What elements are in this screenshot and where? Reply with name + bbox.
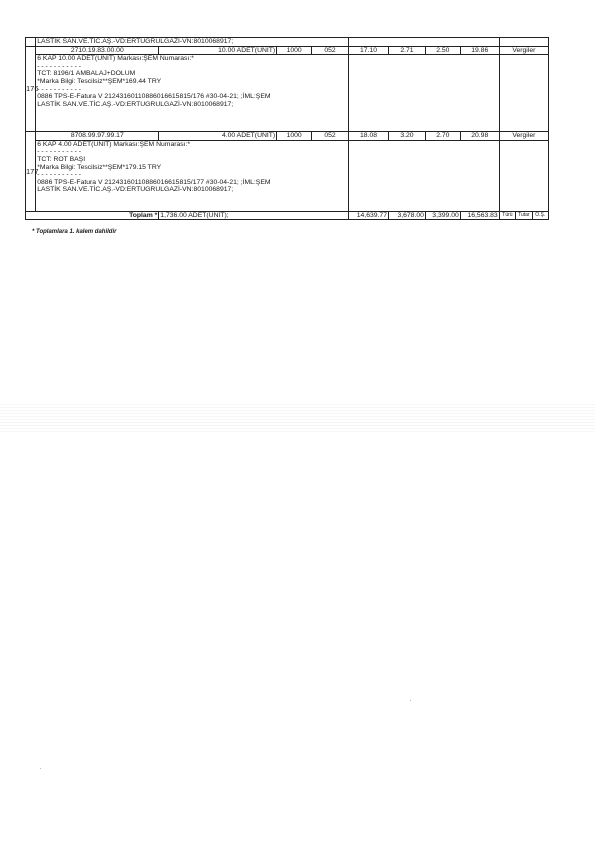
description-separator: - - - - - - - - - - - [37, 148, 82, 156]
item-col-6: 19.86 [460, 46, 499, 55]
tax-label: Vergiler [499, 132, 548, 141]
scan-artifact-band [0, 404, 595, 434]
description-separator: - - - - - - - - - - - [37, 171, 82, 179]
item-col-3: 17.10 [349, 46, 389, 55]
item-detail-row [26, 55, 549, 132]
description-line: 6 KAP 4.00 ADET(UNIT) Markası:ŞEM Numarası:* [37, 140, 191, 148]
item-col-5: 2.50 [425, 46, 460, 55]
item-col-1: 1000 [277, 46, 312, 55]
customs-items-table [25, 37, 549, 220]
item-description [36, 55, 349, 132]
item-col-2: 052 [312, 132, 349, 141]
totals-row [26, 211, 549, 220]
gtip-code: 8708.99.97.99.17 [36, 132, 159, 141]
item-index: 176 [26, 46, 36, 132]
item-description [36, 140, 349, 211]
payment-method-header: Ö.Ş. [532, 211, 548, 220]
item-header-row [26, 46, 549, 55]
tax-label: Vergiler [499, 46, 548, 55]
item-header-row [26, 132, 549, 141]
item-col-1: 1000 [277, 132, 312, 141]
item-col-6: 20.98 [460, 132, 499, 141]
description-line: LASTİK SAN.VE.TİC.AŞ.-VD:ERTUGRULGAZİ-VN:8010068917; [37, 186, 234, 194]
description-line: *Marka Bilgi: Tescilsiz**ŞEM*179.15 TRY [37, 163, 162, 171]
item-index: 177 [26, 132, 36, 212]
description-line: 6 KAP 10.00 ADET(UNIT) Markası:ŞEM Numarası:* [37, 55, 194, 63]
item-col-4: 2.71 [389, 46, 426, 55]
description-separator: - - - - - - - - - - - [37, 85, 82, 93]
totals-label: Toplam * [26, 211, 159, 220]
item-col-2: 052 [312, 46, 349, 55]
item-col-4: 3.20 [389, 132, 426, 141]
description-line: LASTİK SAN.VE.TİC.AŞ.-VD:ERTUGRULGAZİ-VN:8010068917; [37, 100, 234, 108]
gtip-code: 2710.19.83.00.00 [36, 46, 159, 55]
description-line: TCT: ROT BAŞI [37, 155, 86, 163]
scan-speck [410, 700, 411, 701]
footnote: * Toplamlara 1. kalem dahildir [32, 229, 117, 235]
tax-amount-header: Tutar [516, 211, 532, 220]
total-2: 3,678.00 [389, 211, 426, 220]
item-col-3: 18.08 [349, 132, 389, 141]
continuation-text: LASTİK SAN.VE.TİC.AŞ.-VD:ERTUGRULGAZİ-VN:8010068917; [36, 38, 349, 47]
total-4: 16,563.83 [460, 211, 499, 220]
item-quantity: 4.00 ADET(UNIT) [159, 132, 277, 141]
totals-quantity: 1,736.00 ADET(UNIT); [159, 211, 349, 220]
description-line: TCT: 8196/1 AMBALAJ+DOLUM [37, 70, 136, 78]
item-detail-row [26, 140, 549, 211]
item-col-5: 2.70 [425, 132, 460, 141]
tax-type-header: Türü [499, 211, 515, 220]
description-line: 0886 TPS-E-Fatura V 21243160110886016615815/177 #30-04-21; ;İML:ŞEM [37, 178, 271, 186]
description-line: 0886 TPS-E-Fatura V 21243160110886016615815/176 #30-04-21; ;İML:ŞEM [37, 93, 271, 101]
item-quantity: 10.00 ADET(UNIT) [159, 46, 277, 55]
total-1: 14,639.77 [349, 211, 389, 220]
continuation-row [26, 38, 549, 47]
total-3: 3,399.00 [425, 211, 460, 220]
scan-speck [40, 768, 41, 769]
description-line: *Marka Bilgi: Tescilsiz**ŞEM*169.44 TRY [37, 77, 162, 85]
description-separator: - - - - - - - - - - - [37, 62, 82, 70]
